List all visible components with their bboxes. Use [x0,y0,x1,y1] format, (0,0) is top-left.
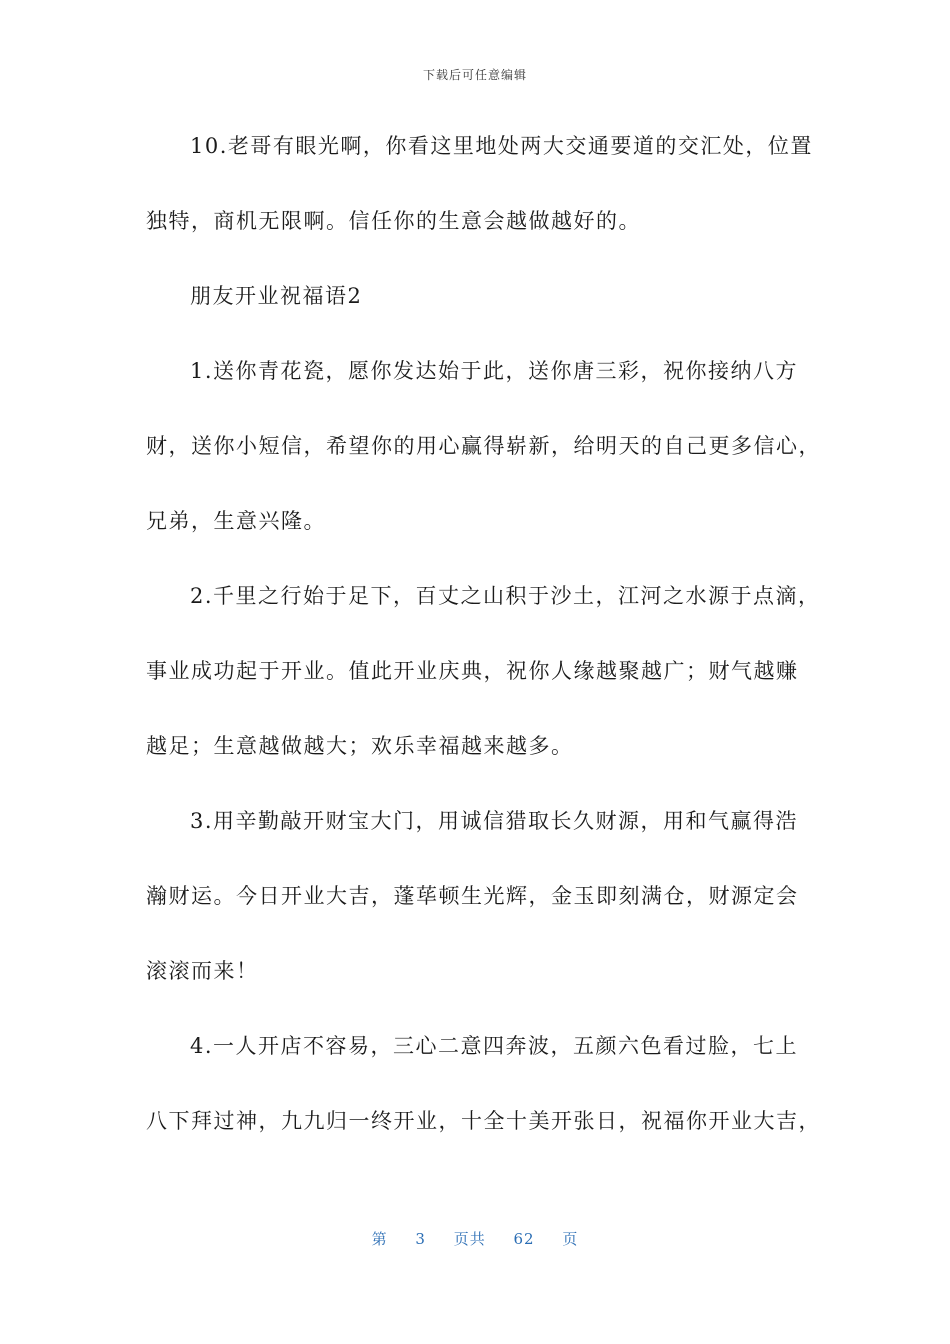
paragraph-line: 越足；生意越做越大；欢乐幸福越来越多。 [146,734,574,758]
paragraph-line: 财，送你小短信，希望你的用心赢得崭新，给明天的自己更多信心， [146,434,821,458]
paragraph-line: 2.千里之行始于足下，百丈之山积于沙土，江河之水源于点滴， [190,584,821,608]
section-heading: 朋友开业祝福语2 [190,284,363,308]
page-header: 下载后可任意编辑 [422,68,527,82]
paragraph-line: 滚滚而来！ [146,959,259,983]
footer-suffix: 页 [562,1230,579,1248]
paragraph-line: 3.用辛勤敲开财宝大门，用诚信猎取长久财源，用和气赢得浩 [190,809,799,833]
paragraph-line: 独特，商机无限啊。信任你的生意会越做越好的。 [146,209,641,233]
paragraph-line: 八下拜过神，九九归一终开业，十全十美开张日，祝福你开业大吉， [146,1109,821,1133]
total-page-count: 62 [513,1230,535,1248]
footer-middle: 页共 [453,1230,486,1248]
current-page-number: 3 [415,1230,426,1248]
paragraph-line: 4.一人开店不容易，三心二意四奔波，五颜六色看过脸，七上 [190,1034,799,1058]
paragraph-line: 1.送你青花瓷，愿你发达始于此，送你唐三彩，祝你接纳八方 [190,359,799,383]
document-body [146,118,821,1168]
footer-prefix: 第 [371,1230,388,1248]
page-footer [0,1228,950,1249]
paragraph-line: 事业成功起于开业。值此开业庆典，祝你人缘越聚越广；财气越赚 [146,659,799,683]
paragraph-line: 兄弟，生意兴隆。 [146,509,326,533]
paragraph-line: 10.老哥有眼光啊，你看这里地处两大交通要道的交汇处，位置 [190,134,813,158]
paragraph-line: 瀚财运。今日开业大吉，蓬荜顿生光辉，金玉即刻满仓，财源定会 [146,884,799,908]
